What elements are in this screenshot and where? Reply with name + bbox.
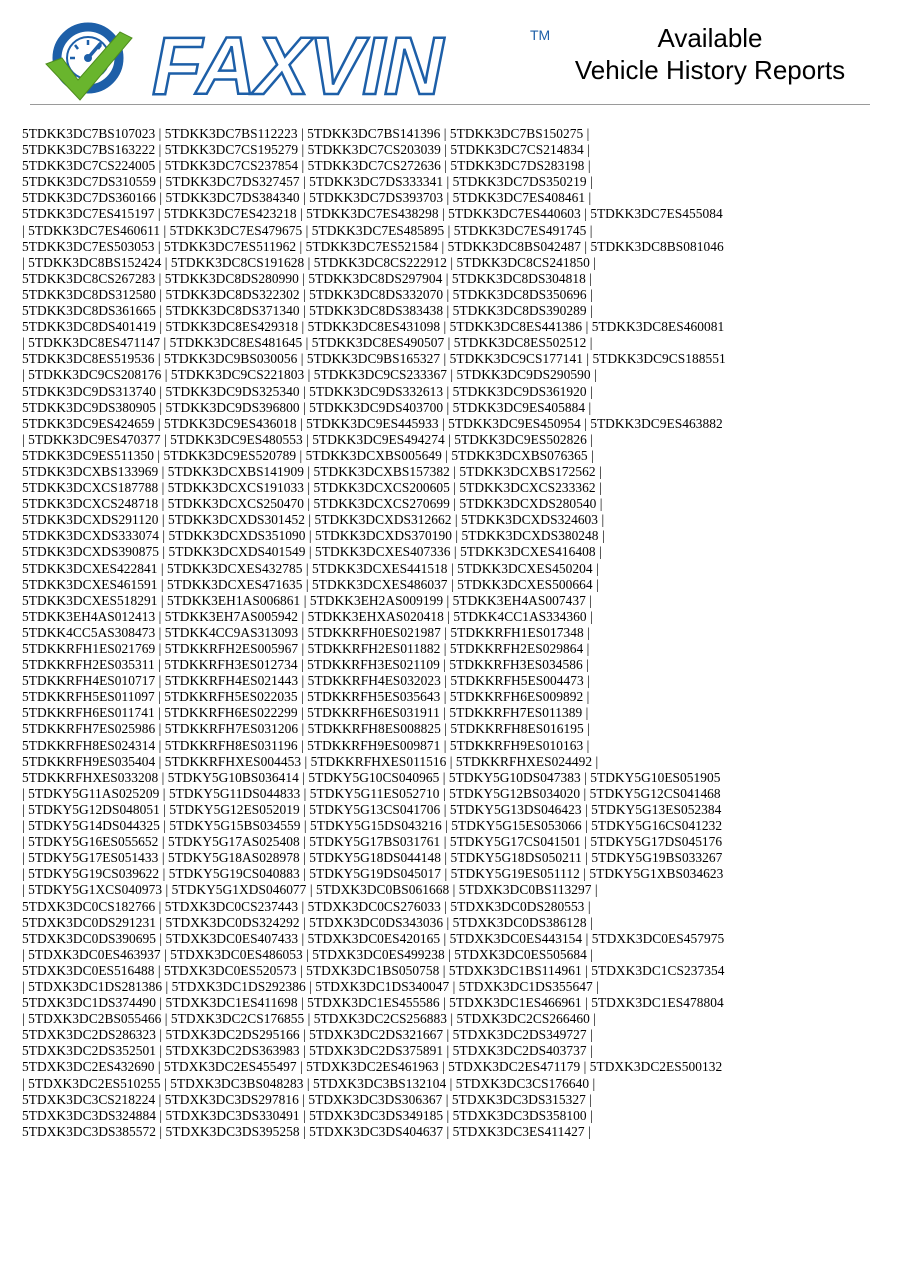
header-divider	[30, 104, 870, 105]
vin-line: 5TDKKRFHXES033208 | 5TDKY5G10BS036414 | 5TDKY5G10CS040965 | 5TDKY5G10DS047383 | 5TDKY5G10ES051905	[22, 769, 721, 785]
vin-line: 5TDKK3DC7DS310559 | 5TDKK3DC7DS327457 | 5TDKK3DC7DS333341 | 5TDKK3DC7DS350219 |	[22, 174, 593, 190]
vin-line: 5TDKKRFH2ES035311 | 5TDKKRFH3ES012734 | 5TDKKRFH3ES021109 | 5TDKKRFH3ES034586 |	[22, 657, 589, 673]
vin-line: 5TDKK3DCXDS333074 | 5TDKK3DCXDS351090 | 5TDKK3DCXDS370190 | 5TDKK3DCXDS380248 |	[22, 528, 605, 544]
vin-line: 5TDKK3DC9ES424659 | 5TDKK3DC9ES436018 | 5TDKK3DC9ES445933 | 5TDKK3DC9ES450954 | 5TDKK3DC9ES463882	[22, 415, 723, 431]
vin-line: | 5TDKK3DC7ES460611 | 5TDKK3DC7ES479675 | 5TDKK3DC7ES485895 | 5TDKK3DC7ES491745 |	[22, 222, 593, 238]
vin-line: 5TDXK3DC0DS291231 | 5TDXK3DC0DS324292 | 5TDXK3DC0DS343036 | 5TDXK3DC0DS386128 |	[22, 914, 593, 930]
vin-line: 5TDKK3DC7BS107023 | 5TDKK3DC7BS112223 | 5TDKK3DC7BS141396 | 5TDKK3DC7BS150275 |	[22, 126, 590, 141]
vin-line: 5TDKK4CC5AS308473 | 5TDKK4CC9AS313093 | 5TDKKRFH0ES021987 | 5TDKKRFH1ES017348 |	[22, 624, 590, 640]
vin-line: 5TDXK3DC0ES516488 | 5TDXK3DC0ES520573 | 5TDXK3DC1BS050758 | 5TDXK3DC1BS114961 | 5TDXK3DC1CS237354	[22, 962, 725, 978]
vin-line: 5TDKKRFH8ES024314 | 5TDKKRFH8ES031196 | 5TDKKRFH9ES009871 | 5TDKKRFH9ES010163 |	[22, 737, 590, 753]
vin-line: 5TDKK3DC7CS224005 | 5TDKK3DC7CS237854 | 5TDKK3DC7CS272636 | 5TDKK3DC7DS283198 |	[22, 158, 591, 174]
vin-line: 5TDXK3DC2DS352501 | 5TDXK3DC2DS363983 | 5TDXK3DC2DS375891 | 5TDXK3DC2DS403737 |	[22, 1043, 593, 1059]
vin-line: | 5TDKK3DC9CS208176 | 5TDKK3DC9CS221803 | 5TDKK3DC9CS233367 | 5TDKK3DC9DS290590 |	[22, 367, 597, 383]
vin-line: | 5TDKY5G1XCS040973 | 5TDKY5G1XDS046077 | 5TDXK3DC0BS061668 | 5TDXK3DC0BS113297 |	[22, 882, 598, 898]
vin-line: 5TDKK3DCXDS291120 | 5TDKK3DCXDS301452 | 5TDKK3DCXDS312662 | 5TDKK3DCXDS324603 |	[22, 512, 605, 528]
vin-line: | 5TDXK3DC1DS281386 | 5TDXK3DC1DS292386 | 5TDXK3DC1DS340047 | 5TDXK3DC1DS355647 |	[22, 978, 599, 994]
vin-line: 5TDKK3DC7DS360166 | 5TDKK3DC7DS384340 | 5TDKK3DC7DS393703 | 5TDKK3DC7ES408461 |	[22, 190, 592, 206]
vin-line: 5TDKK3DC8CS267283 | 5TDKK3DC8DS280990 | 5TDKK3DC8DS297904 | 5TDKK3DC8DS304818 |	[22, 270, 593, 286]
vin-line: | 5TDXK3DC2ES510255 | 5TDXK3DC3BS048283 | 5TDXK3DC3BS132104 | 5TDXK3DC3CS176640 |	[22, 1075, 596, 1091]
vin-line: 5TDXK3DC2DS286323 | 5TDXK3DC2DS295166 | 5TDXK3DC2DS321667 | 5TDXK3DC2DS349727 |	[22, 1027, 593, 1043]
vin-line: | 5TDKK3DC8BS152424 | 5TDKK3DC8CS191628 | 5TDKK3DC8CS222912 | 5TDKK3DC8CS241850 |	[22, 254, 596, 270]
vin-line: 5TDKK3DCXES461591 | 5TDKK3DCXES471635 | 5TDKK3DCXES486037 | 5TDKK3DCXES500664 |	[22, 576, 599, 592]
vin-line: | 5TDKY5G12DS048051 | 5TDKY5G12ES052019 | 5TDKY5G13CS041706 | 5TDKY5G13DS046423 | 5TDKY5G13ES052384	[22, 801, 722, 817]
vin-line: 5TDKK3DC8ES519536 | 5TDKK3DC9BS030056 | 5TDKK3DC9BS165327 | 5TDKK3DC9CS177141 | 5TDKK3DC9CS188551	[22, 351, 726, 367]
vin-line: 5TDXK3DC3CS218224 | 5TDXK3DC3DS297816 | 5TDXK3DC3DS306367 | 5TDXK3DC3DS315327 |	[22, 1091, 593, 1107]
vin-line: | 5TDXK3DC2BS055466 | 5TDXK3DC2CS176855 | 5TDXK3DC2CS256883 | 5TDXK3DC2CS266460 |	[22, 1011, 596, 1027]
vin-line: | 5TDKY5G14DS044325 | 5TDKY5G15BS034559 | 5TDKY5G15DS043216 | 5TDKY5G15ES053066 | 5TDKY5G16CS041232	[22, 818, 723, 834]
vin-line: | 5TDKY5G11AS025209 | 5TDKY5G11DS044833 | 5TDKY5G11ES052710 | 5TDKY5G12BS034020 | 5TDKY5G12CS041468	[22, 785, 721, 801]
vin-line: 5TDKK3DCXES422841 | 5TDKK3DCXES432785 | 5TDKK3DCXES441518 | 5TDKK3DCXES450204 |	[22, 560, 599, 576]
vin-line: | 5TDKY5G16ES055652 | 5TDKY5G17AS025408 | 5TDKY5G17BS031761 | 5TDKY5G17CS041501 | 5TDKY5G17DS045176	[22, 834, 723, 850]
svg-text:TM: TM	[530, 27, 551, 43]
speedometer-check-icon	[46, 27, 132, 100]
vin-line: 5TDXK3DC0CS182766 | 5TDXK3DC0CS237443 | 5TDXK3DC0CS276033 | 5TDXK3DC0DS280553 |	[22, 898, 591, 914]
vin-line: 5TDKK3DC7ES415197 | 5TDKK3DC7ES423218 | 5TDKK3DC7ES438298 | 5TDKK3DC7ES440603 | 5TDKK3DC7ES455084	[22, 206, 723, 222]
header-tagline	[560, 22, 860, 86]
vin-line: 5TDKK3DC9DS380905 | 5TDKK3DC9DS396800 | 5TDKK3DC9DS403700 | 5TDKK3DC9ES405884 |	[22, 399, 592, 415]
vin-line: 5TDXK3DC2ES432690 | 5TDXK3DC2ES455497 | 5TDXK3DC2ES461963 | 5TDXK3DC2ES471179 | 5TDXK3DC2ES500132	[22, 1059, 723, 1075]
tagline-vehicle-history-reports: Vehicle History Reports	[574, 55, 846, 85]
vin-line: 5TDKK3EH4AS012413 | 5TDKK3EH7AS005942 | 5TDKK3EHXAS020418 | 5TDKK4CC1AS334360 |	[22, 608, 593, 624]
brand-wordmark	[152, 21, 550, 104]
vin-line: 5TDKK3DC9DS313740 | 5TDKK3DC9DS325340 | 5TDKK3DC9DS332613 | 5TDKK3DC9DS361920 |	[22, 383, 593, 399]
faxvin-logo	[40, 18, 560, 104]
vin-line: 5TDKK3DCXCS187788 | 5TDKK3DCXCS191033 | 5TDKK3DCXCS200605 | 5TDKK3DCXCS233362 |	[22, 480, 602, 496]
vin-line: 5TDKK3DC7ES503053 | 5TDKK3DC7ES511962 | 5TDKK3DC7ES521584 | 5TDKK3DC8BS042487 | 5TDKK3DC8BS081046	[22, 238, 724, 254]
vin-line: | 5TDXK3DC0ES463937 | 5TDXK3DC0ES486053 | 5TDXK3DC0ES499238 | 5TDXK3DC0ES505684 |	[22, 946, 593, 962]
vin-line: 5TDKKRFH5ES011097 | 5TDKKRFH5ES022035 | 5TDKKRFH5ES035643 | 5TDKKRFH6ES009892 |	[22, 689, 590, 705]
vin-line: 5TDKKRFH7ES025986 | 5TDKKRFH7ES031206 | 5TDKKRFH8ES008825 | 5TDKKRFH8ES016195 |	[22, 721, 590, 737]
vin-line: | 5TDKY5G19CS039622 | 5TDKY5G19CS040883 | 5TDKY5G19DS045017 | 5TDKY5G19ES051112 | 5TDKY5G1XBS034623	[22, 866, 724, 882]
tagline-available: Available	[657, 23, 763, 53]
vin-line: 5TDKK3DC8DS361665 | 5TDKK3DC8DS371340 | 5TDKK3DC8DS383438 | 5TDKK3DC8DS390289 |	[22, 303, 593, 319]
vin-line: 5TDKK3DCXBS133969 | 5TDKK3DCXBS141909 | 5TDKK3DCXBS157382 | 5TDKK3DCXBS172562 |	[22, 463, 602, 479]
vin-line: 5TDKK3DCXES518291 | 5TDKK3EH1AS006861 | 5TDKK3EH2AS009199 | 5TDKK3EH4AS007437 |	[22, 592, 593, 608]
vin-list	[22, 126, 888, 1140]
vin-line: 5TDXK3DC0DS390695 | 5TDXK3DC0ES407433 | 5TDXK3DC0ES420165 | 5TDXK3DC0ES443154 | 5TDXK3DC0ES457975	[22, 930, 725, 946]
vin-line: 5TDKKRFH9ES035404 | 5TDKKRFHXES004453 | 5TDKKRFHXES011516 | 5TDKKRFHXES024492 |	[22, 753, 599, 769]
vin-line: 5TDKK3DC7BS163222 | 5TDKK3DC7CS195279 | 5TDKK3DC7CS203039 | 5TDKK3DC7CS214834 |	[22, 142, 590, 158]
vin-line: 5TDKKRFH6ES011741 | 5TDKKRFH6ES022299 | 5TDKKRFH6ES031911 | 5TDKKRFH7ES011389 |	[22, 705, 589, 721]
svg-text:FAXVIN: FAXVIN	[152, 21, 443, 104]
vin-line: 5TDKKRFH4ES010717 | 5TDKKRFH4ES021443 | 5TDKKRFH4ES032023 | 5TDKKRFH5ES004473 |	[22, 673, 590, 689]
vin-line: 5TDXK3DC3DS385572 | 5TDXK3DC3DS395258 | 5TDXK3DC3DS404637 | 5TDXK3DC3ES411427 |	[22, 1123, 591, 1139]
vin-line: | 5TDKK3DC8ES471147 | 5TDKK3DC8ES481645 | 5TDKK3DC8ES490507 | 5TDKK3DC8ES502512 |	[22, 335, 593, 351]
vin-line: 5TDKK3DC8DS401419 | 5TDKK3DC8ES429318 | 5TDKK3DC8ES431098 | 5TDKK3DC8ES441386 | 5TDKK3DC8ES460081	[22, 319, 725, 335]
vin-line: 5TDKK3DCXDS390875 | 5TDKK3DCXDS401549 | 5TDKK3DCXES407336 | 5TDKK3DCXES416408 |	[22, 544, 602, 560]
vin-line: 5TDKKRFH1ES021769 | 5TDKKRFH2ES005967 | 5TDKKRFH2ES011882 | 5TDKKRFH2ES029864 |	[22, 641, 590, 656]
vin-line: | 5TDKK3DC9ES470377 | 5TDKK3DC9ES480553 | 5TDKK3DC9ES494274 | 5TDKK3DC9ES502826 |	[22, 431, 593, 447]
vin-line: | 5TDKY5G17ES051433 | 5TDKY5G18AS028978 | 5TDKY5G18DS044148 | 5TDKY5G18DS050211 | 5TDKY5G19BS033267	[22, 850, 723, 866]
vin-line: 5TDXK3DC1DS374490 | 5TDXK3DC1ES411698 | 5TDXK3DC1ES455586 | 5TDXK3DC1ES466961 | 5TDXK3DC1ES478804	[22, 995, 724, 1011]
vin-line: 5TDXK3DC3DS324884 | 5TDXK3DC3DS330491 | 5TDXK3DC3DS349185 | 5TDXK3DC3DS358100 |	[22, 1107, 593, 1123]
vin-line: 5TDKK3DC8DS312580 | 5TDKK3DC8DS322302 | 5TDKK3DC8DS332070 | 5TDKK3DC8DS350696 |	[22, 286, 593, 302]
page-header	[0, 0, 905, 110]
vin-line: 5TDKK3DC9ES511350 | 5TDKK3DC9ES520789 | 5TDKK3DCXBS005649 | 5TDKK3DCXBS076365 |	[22, 447, 594, 463]
vin-line: 5TDKK3DCXCS248718 | 5TDKK3DCXCS250470 | 5TDKK3DCXCS270699 | 5TDKK3DCXDS280540 |	[22, 496, 603, 512]
